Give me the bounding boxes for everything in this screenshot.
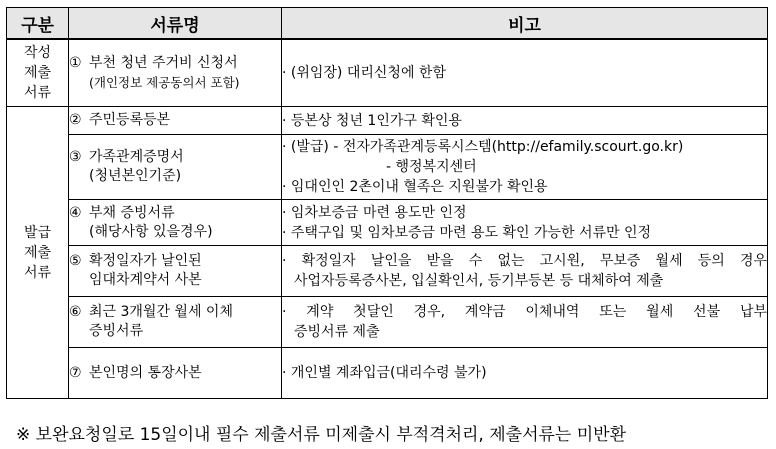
- document-cell: [69, 297, 282, 348]
- document-name: 부천 청년 주거비 신청서: [89, 55, 238, 71]
- category-text: 발급: [23, 224, 52, 241]
- item-number: ①: [69, 55, 82, 71]
- note-line: - 행정복지센터: [386, 159, 477, 175]
- document-subtitle: (청년본인기준): [89, 168, 182, 184]
- document-subtitle: 증빙서류: [89, 323, 144, 339]
- footnote: ※ 보완요청일로 15일이내 필수 제출서류 미제출시 부적격처리, 제출서류는 미반환: [16, 425, 627, 445]
- header-document: 서류명: [69, 8, 282, 40]
- category-submit: [7, 39, 69, 107]
- note-cell: [282, 348, 768, 399]
- note-cell: [282, 107, 768, 135]
- note-cell: [282, 200, 768, 246]
- item-number: ④: [69, 204, 82, 221]
- table-row: [7, 135, 768, 200]
- document-name: 확정일자가 날인된: [89, 253, 202, 269]
- table-row: [7, 297, 768, 348]
- table-row: [7, 246, 768, 297]
- document-name: 부채 증빙서류: [89, 204, 175, 221]
- table-row: [7, 200, 768, 246]
- document-subtitle: (개인정보 제공동의서 포함): [89, 75, 240, 90]
- document-cell: [69, 246, 282, 297]
- document-table: [6, 7, 768, 399]
- document-subtitle: (해당사항 있을경우): [89, 223, 213, 240]
- item-number: ⑦: [69, 364, 82, 381]
- document-cell: [69, 39, 282, 107]
- header-note: 비고: [282, 8, 768, 40]
- note-line: · 주택구입 및 임차보증금 마련 용도 확인 가능한 서류만 인정: [282, 224, 652, 241]
- document-name: 본인명의 통장사본: [89, 364, 202, 381]
- document-subtitle: 임대차계약서 사본: [89, 272, 202, 288]
- item-number: ⑤: [69, 253, 82, 269]
- document-name: 주민등록등본: [89, 112, 171, 128]
- category-text: 서류: [23, 85, 52, 101]
- category-issue: [7, 107, 69, 399]
- item-number: ②: [69, 112, 82, 128]
- document-cell: [69, 135, 282, 200]
- note-line: · 임대인인 2촌이내 혈족은 지원불가 확인용: [282, 179, 548, 195]
- note-line: · 개인별 계좌입금(대리수령 불가): [282, 365, 487, 381]
- table-row: [7, 348, 768, 399]
- note-line: · 확정일자 날인을 받을 수 없는 고시원, 무보증 월세 등의 경우: [282, 253, 767, 269]
- category-text: 작성: [23, 45, 52, 61]
- header-category: 구분: [7, 8, 69, 40]
- document-name: 최근 3개월간 월세 이체: [89, 304, 233, 320]
- note-line: 증빙서류 제출: [294, 324, 380, 340]
- note-line: · (발급) - 전자가족관계등록시스템(http://efamily.scourt.go.kr): [282, 139, 684, 155]
- table-row: [7, 107, 768, 135]
- note-line: · (위임장) 대리신청에 한함: [282, 65, 446, 81]
- category-text: 서류: [23, 264, 52, 281]
- item-number: ③: [69, 149, 82, 165]
- note-line: · 등본상 청년 1인가구 확인용: [282, 112, 462, 129]
- note-line: · 계약 첫달인 경우, 계약금 이체내역 또는 월세 선불 납부: [282, 304, 767, 320]
- item-number: ⑥: [69, 304, 82, 320]
- table-row: [7, 39, 768, 107]
- note-line: 사업자등록증사본, 입실확인서, 등기부등본 등 대체하여 제출: [294, 273, 664, 289]
- document-cell: [69, 107, 282, 135]
- note-line: · 임차보증금 마련 용도만 인정: [282, 204, 467, 221]
- table-header-row: [7, 8, 768, 40]
- note-cell: [282, 246, 768, 297]
- note-cell: [282, 39, 768, 107]
- note-cell: [282, 297, 768, 348]
- document-cell: [69, 200, 282, 246]
- category-text: 제출: [23, 65, 52, 81]
- note-cell: [282, 135, 768, 200]
- document-name: 가족관계증명서: [89, 149, 184, 165]
- document-cell: [69, 348, 282, 399]
- category-text: 제출: [23, 244, 52, 261]
